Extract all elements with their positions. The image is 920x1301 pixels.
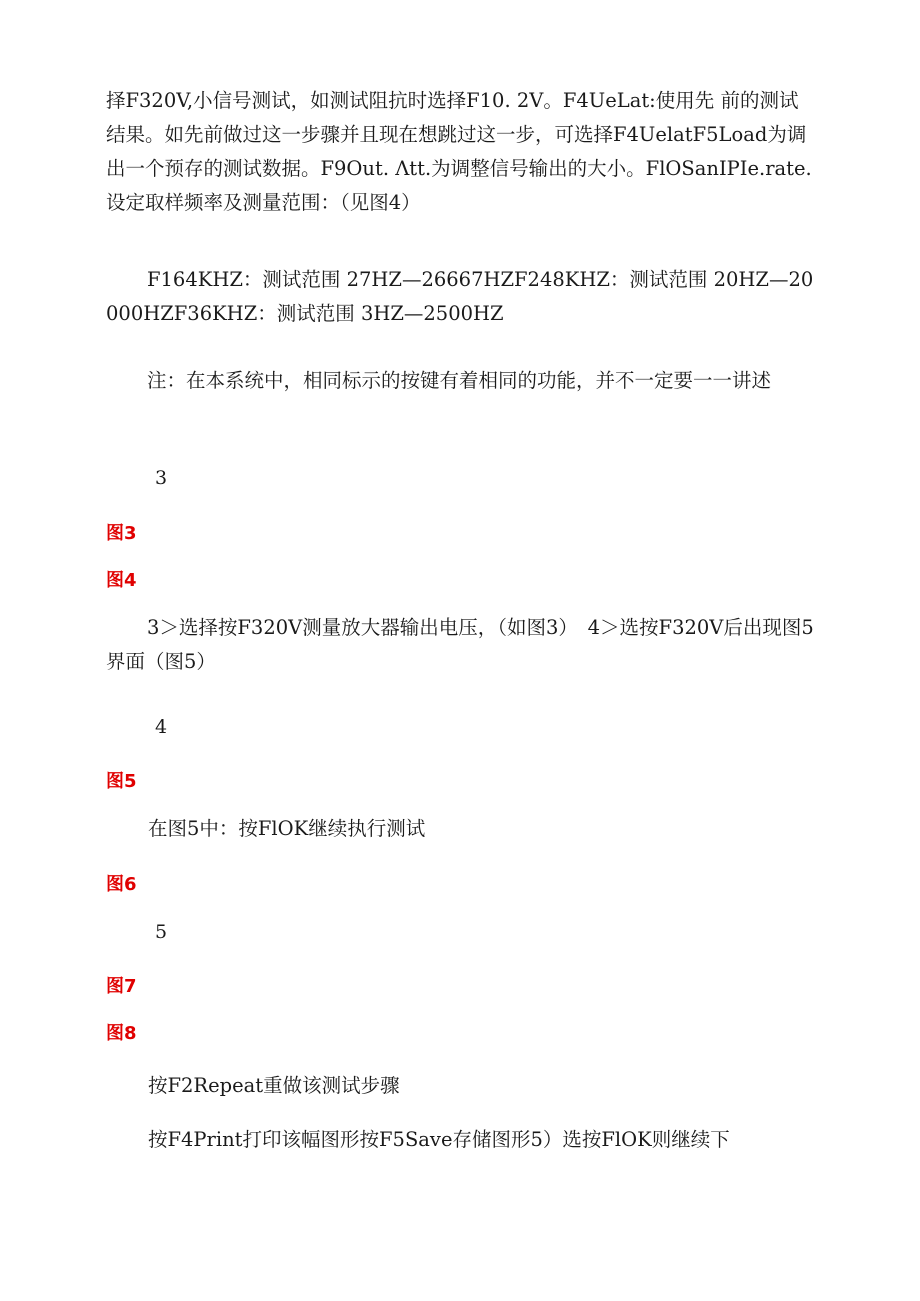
page-number: 5 [155,921,168,943]
figure-caption-6: 图6 [106,874,137,895]
paragraph-print-save: 按F4Print打印该幅图形按F5Save存储图形5）选按FlOK则继续下 [148,1128,730,1151]
page-number: 3 [155,467,168,489]
paragraph-repeat: 按F2Repeat重做该测试步骤 [148,1074,400,1097]
figure-caption-8: 图8 [106,1023,137,1044]
paragraph-step-3-4: 3＞选择按F320V测量放大器输出电压，（如图3） 4＞选按F320V后出现图5界面（图5） [106,616,814,673]
paragraph-sampling-settings: 择F320V,小信号测试，如测试阻抗时选择F10. 2V。F4UeLat:使用先 前的测试结果。如先前做过这一步骤并且现在想跳过这一步，可选择F4UelatF5Load为调出一个预存的测试数据。F9Out. Λtt.为调整信号输出的大小。FlOSanIPIe.rate.设定取样频率及测量范围：（见图4） [106,89,812,214]
paragraph-test-ranges: F164KHZ：测试范围 27HZ—26667HZF248KHZ：测试范围 20HZ—20000HZF36KHZ：测试范围 3HZ—2500HZ [106,268,814,325]
figure-caption-3: 图3 [106,523,137,544]
figure-caption-5: 图5 [106,771,137,792]
page-number: 4 [155,716,168,738]
figure-caption-7: 图7 [106,976,137,997]
paragraph-continue-test: 在图5中：按FlOK继续执行测试 [148,817,426,840]
paragraph-note: 注：在本系统中，相同标示的按键有着相同的功能，并不一定要一一讲述 [147,369,772,392]
figure-caption-4: 图4 [106,570,137,591]
